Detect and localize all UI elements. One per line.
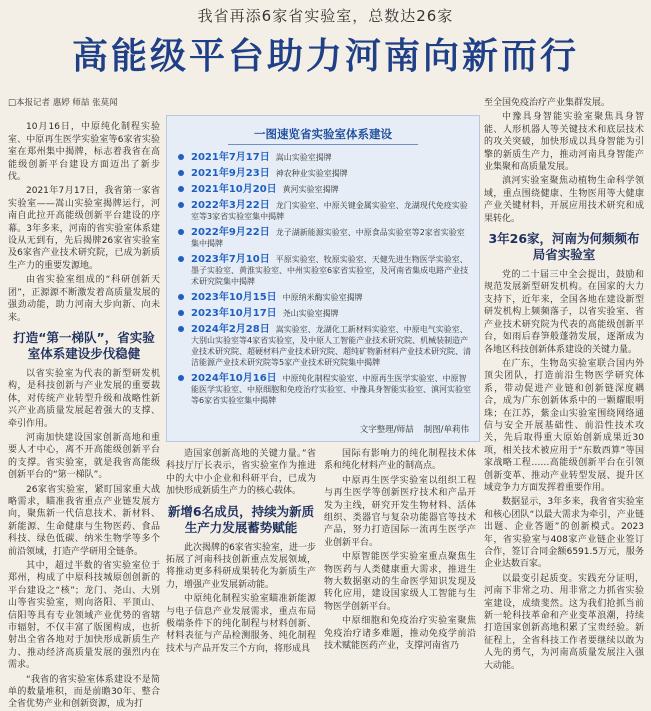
credit-text: 文字整理/师喆 bbox=[359, 425, 414, 435]
column-1 bbox=[8, 97, 160, 710]
paragraph: 河南加快建设国家创新高地和重要人才中心，离不开高能级创新平台的支撑。省实验室，就是我省高能级创新平台的“第一梯队”。 bbox=[8, 432, 160, 481]
timeline-date: 2024年2月28日 bbox=[191, 324, 270, 335]
timeline-text: 龙门实验室、中原关键金属实验室、龙湖现代免疫实验室等3家省实验室集中揭牌 bbox=[191, 201, 468, 221]
section-heading-six-members: 新增6名成员，持续为新质生产力发展蓄势赋能 bbox=[167, 503, 315, 535]
timeline-text: 嵩实验室、龙湖化工新材料实验室、中原电气实验室、大别山实验室等4家省实验室，及中原人工智能产业技术研究院、机械装制造产业技术研究院、超硬材料产业技术研究院、超纯矿物新材料产业技术研究院、清洁能源产业技术研究院等5家产业技术研究院集中揭牌 bbox=[191, 325, 471, 367]
timeline-date: 2022年9月22日 bbox=[191, 227, 270, 238]
bullet-dot-icon bbox=[178, 229, 184, 235]
timeline-item bbox=[177, 168, 472, 179]
subtitle: 我省再添6家省实验室，总数达26家 bbox=[197, 7, 454, 25]
timeline-item bbox=[177, 152, 472, 163]
paragraph: 此次揭牌的6家省实验室，进一步拓展了河南科技创新重点发展领域，将推动更多科研成果转化为新质生产力，增强产业发展新动能。 bbox=[166, 542, 316, 590]
section-heading-first-tier: 打造“第一梯队”，省实验室体系建设步伐稳健 bbox=[13, 329, 155, 361]
section-heading-why-labs: 3年26家，河南为何频频布局省实验室 bbox=[488, 231, 640, 263]
paragraph: 中豫具身智能实验室聚焦具身智能、人形机器人等关键技术和底层技术的攻关突破，加快形成以具身智能为引擎的新质生产力，推动河南具身智能产业集聚和高质量发展。 bbox=[484, 112, 644, 173]
timeline-date: 2023年10月17日 bbox=[191, 308, 277, 319]
timeline-date: 2021年7月17日 bbox=[191, 152, 270, 163]
timeline-item bbox=[177, 308, 472, 319]
bullet-dot-icon bbox=[178, 154, 184, 160]
timeline-date: 2022年3月22日 bbox=[191, 200, 270, 211]
paragraph: 党的二十届三中全会提出，鼓励和规范发展新型研发机构。在国家的大力支持下，近年来，全国各地在建设新型研发机构上频频落子，以省实验室、省产业技术研究院为代表的高能级创新平台，如雨后春笋般蓬勃发展，逐渐成为各地区科技创新体系建设的关键力量。 bbox=[484, 270, 644, 355]
paragraph: “我省的省实验室体系建设不是简单的数量堆积，而是前瞻30年、整合全省优势产业和创新资源，成为打 bbox=[8, 674, 160, 710]
bullet-dot-icon bbox=[178, 310, 184, 316]
timeline-text: 尧山实验室揭牌 bbox=[282, 309, 339, 318]
bullet-dot-icon bbox=[178, 294, 184, 300]
paragraph: 由省实验室组成的“科研创新天团”，正源源不断激发着高质量发展的强劲动能，助力河南大步向新、向未来。 bbox=[8, 275, 160, 323]
timeline-text: 嵩山实验室揭牌 bbox=[275, 153, 332, 162]
paragraph: 以最变引起质变。实践充分证明，河南下非常之功、用非常之力抓省实验室建设，成绩斐然。这为我们抢抓当前新一轮科技革命和产业变革浪潮，持续打造国家创新高地积累了宝贵经验。新征程上，全省科技工作者要继续以敢为人先的勇气，为河南高质量发展注入强大动能。 bbox=[484, 573, 644, 671]
timeline-date: 2023年10月15日 bbox=[191, 292, 277, 303]
paragraph: 中原再生医学实验室以组织工程与再生医学等创新医疗技术和产品开发为主线，研究开发生物材料、活体组织、类器官与复杂功能器官等技术产品，努力打造国际一流再生医学产业创新平台。 bbox=[324, 475, 476, 548]
timeline-item bbox=[177, 324, 472, 368]
paragraph: 滇河实验室聚焦动植物生命科学领域，重点围绕健康、生物医用等大健康产业关键材料，开展应用技术研究和成果转化。 bbox=[484, 176, 644, 224]
bullet-dot-icon bbox=[178, 256, 184, 262]
bullet-dot-icon bbox=[178, 326, 184, 332]
timeline-item bbox=[177, 200, 472, 222]
timeline-text: 黄河实验室揭牌 bbox=[282, 185, 339, 194]
byline: □本报记者 惠婷 师喆 张莫闻 bbox=[8, 98, 118, 108]
paragraph: 中原纯化制程实验室瞄准新能源与电子信息产业发展需求，重点布局极端条件下的纯化制程与材料创新、材料表征与产品检测服务、纯化制程技术与产品开发三个方向，将形成具 bbox=[166, 594, 316, 654]
timeline-date: 2021年10月20日 bbox=[191, 184, 277, 195]
timeline-date: 2021年9月23日 bbox=[191, 168, 270, 179]
bullet-dot-icon bbox=[178, 375, 184, 381]
column-2 bbox=[166, 448, 316, 673]
timeline-text: 神农种业实验室揭牌 bbox=[275, 169, 348, 178]
paragraph: 26家省实验室，紧盯国家重大战略需求，瞄准我省重点产业链发展方向，聚焦新一代信息技术、新材料、新能源、生命健康与生物医药、食品科技、绿色低碳、纳米生物学等多个前沿领域，打造产学研用全链条。 bbox=[8, 484, 160, 557]
bullet-dot-icon bbox=[178, 186, 184, 192]
paragraph: 中原细胞和免疫治疗实验室聚焦免疫治疗诸多难题，推动免疫学前沿技术赋能医药产业，支撑河南省乃 bbox=[324, 616, 476, 652]
timeline-text: 中原纯化制程实验室、中原再生医学实验室、中原智能医学实验室、中原细胞和免疫治疗实验室、中豫具身智能实验室、滇河实验室等6家省实验室集中揭牌 bbox=[191, 374, 471, 405]
credit-design: 制图/单莉伟 bbox=[423, 425, 469, 435]
timeline-item bbox=[177, 184, 472, 195]
paragraph: 至全国免疫治疗产业集群发展。 bbox=[484, 98, 611, 108]
infobox-title: 一图速览省实验室体系建设 bbox=[228, 126, 418, 145]
timeline-item bbox=[177, 254, 472, 287]
paragraph: 在广东，生物岛实验室联合国内外顶尖团队，打造前沿生物医学研究体系，带动促进产业链和创新链深度耦合，成为广东创新体系中的一颗耀眼明珠；在江苏，紫金山实验室围绕网络通信与安全开展基础性、前沿性技术攻关，先后取得重大原始创新成果近30项，相关技术被应用于“东数西算”等国家战略工程……高能级创新平台在引领创新变革、推动产业转型发展、提升区域竞争力方面发挥着重要作用。 bbox=[484, 358, 644, 493]
paragraph: 10月16日，中原纯化制程实验室、中原再生医学实验室等6家省实验室在郑州集中揭牌，标志着我省在高能级创新平台建设方面迈出了新步伐。 bbox=[8, 122, 160, 183]
timeline-date: 2024年10月16日 bbox=[191, 373, 277, 384]
timeline-item bbox=[177, 373, 472, 406]
headline: 高能级平台助力河南向新而行 bbox=[71, 35, 579, 77]
timeline-item bbox=[177, 227, 472, 249]
paragraph: 中原智能医学实验室重点聚焦生物医药与人类健康重大需求，推进生物大数据驱动的生命医学知识发现及转化应用，建设国家级人工智能与生物医学创新平台。 bbox=[324, 552, 476, 612]
timeline-infobox bbox=[166, 115, 480, 442]
timeline bbox=[177, 152, 472, 411]
paragraph: 2021年7月17日，我省第一家省实验室——嵩山实验室揭牌运行，河南自此拉开高能级创新平台建设的序幕。3年多来，河南的省实验室体系建设从无到有，先后揭牌26家省实验室及6家省产业技术研究院，已成为新质生产力的重要发源地。 bbox=[8, 186, 160, 271]
bullet-dot-icon bbox=[178, 170, 184, 176]
paragraph: 数据显示，3年多来，我省省实验室和核心团队“以最大需求为牵引，产业链出题、企业答题”的创新模式。2023年，省实验室与408家产业链企业签订合作，签订合同金额6591.5万元，服务企业达数百家。 bbox=[484, 497, 644, 570]
paragraph: 造国家创新高地的关键力量。”省科技厅厅长表示，省实验室作为推进中的大中小企业和科研平台，已成为加快形成新质生产力的核心载体。 bbox=[166, 449, 316, 497]
column-3 bbox=[324, 448, 476, 673]
column-4 bbox=[484, 97, 644, 673]
paragraph: 国际有影响力的纯化制程技术体系和纯化材料产业的制高点。 bbox=[324, 449, 476, 472]
infobox-credit bbox=[350, 423, 469, 435]
timeline-item bbox=[177, 292, 472, 303]
timeline-text: 中原纳米酶实验室揭牌 bbox=[282, 293, 363, 302]
timeline-text: 龙子湖新能源实验室、中原食品实验室等2家省实验室集中揭牌 bbox=[191, 228, 465, 248]
timeline-date: 2023年7月10日 bbox=[191, 254, 270, 265]
timeline-text: 平原实验室、牧原实验室、天健先进生物医学实验室、墨子实验室、黄淮实验室、中州实验室6家省实验室，及河南省集成电路产业技术研究院集中揭牌 bbox=[191, 255, 469, 286]
paragraph: 以省实验室为代表的新型研发机构，是科技创新与产业发展的重要载体，对传统产业转型升级和战略性新兴产业高质量发展起着强大的支撑、牵引作用。 bbox=[8, 368, 160, 429]
bullet-dot-icon bbox=[178, 202, 184, 208]
paragraph: 其中，超过半数的省实验室位于郑州，构成了中原科技城原创创新的平台建设之“核”；龙门、尧山、大别山等省实验室，则向洛阳、平顶山、信阳等具有专业领域产业优势的省辖市辐射，不仅丰富了版图构成，也折射出全省各地对于加快形成新质生产力、推动经济高质量发展的强烈内在需求。 bbox=[8, 561, 160, 671]
